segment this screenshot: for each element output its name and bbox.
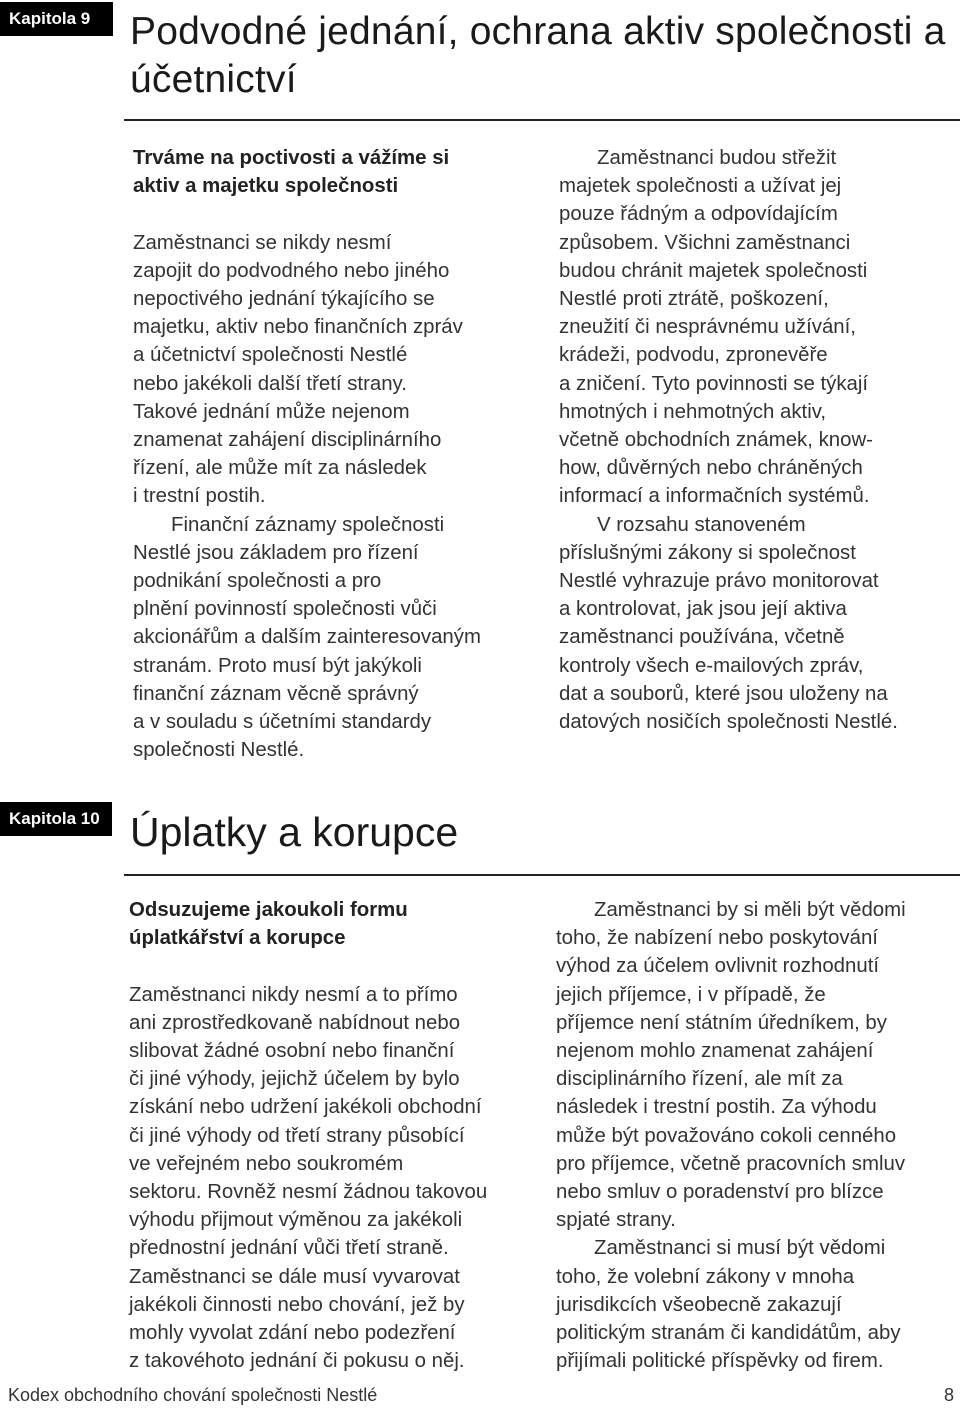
text-line: Nestlé vyhrazuje právo monitorovat xyxy=(559,570,879,593)
text-line: Zaměstnanci by si měli být vědomi xyxy=(594,899,906,921)
text-line: mohly vyvolat zdání nebo podezření xyxy=(129,1322,456,1345)
text-line: z takovéhoto jednání či pokusu o něj. xyxy=(129,1350,465,1373)
text-line: Zaměstnanci si musí být vědomi xyxy=(594,1237,886,1260)
text-line: majetek společnosti a užívat jej xyxy=(559,175,842,198)
text-line: Zaměstnanci se nikdy nesmí xyxy=(133,231,392,254)
text-line: získání nebo udržení jakékoli obchodní xyxy=(129,1096,482,1119)
text-line: následek i trestní postih. Za výhodu xyxy=(556,1096,877,1119)
text-line: výhod za účelem ovlivnit rozhodnutí xyxy=(556,955,880,978)
text-line: dat a souborů, které jsou uloženy na xyxy=(559,682,888,705)
subheading-line: Trváme na poctivosti a vážíme si xyxy=(133,147,450,169)
text-line: informací a informačních systémů. xyxy=(559,485,870,508)
chapter9-right-column xyxy=(559,144,959,736)
text-line: Nestlé jsou základem pro řízení xyxy=(133,541,419,564)
text-line: a účetnictví společnosti Nestlé xyxy=(133,344,408,367)
chapter-title-10: Úplatky a korupce xyxy=(130,809,459,855)
section-divider xyxy=(124,119,960,121)
text-line: pouze řádným a odpovídajícím xyxy=(559,203,838,226)
chapter9-left-column xyxy=(133,144,543,764)
text-line: Finanční záznamy společnosti xyxy=(171,513,445,536)
text-line: toho, že volební zákony v mnoha xyxy=(556,1265,855,1288)
text-line: majetku, aktiv nebo finančních zpráv xyxy=(133,316,463,339)
text-line: či jiné výhody od třetí strany působící xyxy=(129,1124,465,1147)
text-line: či jiné výhody, jejichž účelem by bylo xyxy=(129,1068,460,1091)
text-line: how, důvěrných nebo chráněných xyxy=(559,457,863,480)
subheading-line: aktiv a majetku společnosti xyxy=(133,175,399,198)
paragraph xyxy=(556,1234,960,1375)
text-line: nebo jakékoli další třetí strany. xyxy=(133,372,407,395)
paragraph xyxy=(129,981,539,1376)
paragraph xyxy=(559,144,959,511)
text-line: Zaměstnanci nikdy nesmí a to přímo xyxy=(129,983,458,1006)
text-line: krádeži, podvodu, zpronevěře xyxy=(559,344,828,367)
text-line: příjemce není státním úředníkem, by xyxy=(556,1011,887,1034)
paragraph xyxy=(559,511,959,737)
text-line: a v souladu s účetními standardy xyxy=(133,711,432,734)
section-subheading xyxy=(133,144,543,200)
subheading-line: Odsuzujeme jakoukoli formu xyxy=(129,899,408,921)
text-line: ani zprostředkovaně nabídnout nebo xyxy=(129,1011,461,1034)
text-line: Zaměstnanci se dále musí vyvarovat xyxy=(129,1265,460,1288)
text-line: nepoctivého jednání týkajícího se xyxy=(133,288,435,310)
text-line: a kontrolovat, jak jsou její aktiva xyxy=(559,598,847,621)
text-line: včetně obchodních známek, know- xyxy=(559,429,873,452)
text-line: Zaměstnanci budou střežit xyxy=(597,147,837,169)
text-line: jejich příjemce, i v případě, že xyxy=(556,983,826,1006)
text-line: může být považováno cokoli cenného xyxy=(556,1124,897,1147)
text-line: kontroly všech e-mailových zpráv, xyxy=(559,654,864,677)
chapter10-left-column xyxy=(129,896,539,1375)
text-line: Takové jednání může nejenom xyxy=(133,400,410,423)
text-line: slibovat žádné osobní nebo finanční xyxy=(129,1040,455,1062)
text-line: datových nosičích společnosti Nestlé. xyxy=(559,711,898,734)
text-line: i trestní postih. xyxy=(133,485,266,508)
text-line: podnikání společnosti a pro xyxy=(133,570,382,593)
paragraph xyxy=(133,511,543,765)
text-line: přednostní jednání vůči třetí straně. xyxy=(129,1237,449,1260)
text-line: přijímali politické příspěvky od firem. xyxy=(556,1350,884,1373)
paragraph xyxy=(556,896,960,1234)
text-line: příslušnými zákony si společnost xyxy=(559,541,856,564)
text-line: disciplinárního řízení, ale mít za xyxy=(556,1068,843,1091)
subheading-line: úplatkářství a korupce xyxy=(129,927,346,950)
text-line: společnosti Nestlé. xyxy=(133,739,305,762)
text-line: znamenat zahájení disciplinárního xyxy=(133,429,442,452)
text-line: jakékoli činnosti nebo chování, jež by xyxy=(129,1293,465,1316)
text-line: spjaté strany. xyxy=(556,1209,676,1232)
text-line: hmotných i nehmotných aktiv, xyxy=(559,400,827,423)
section-divider xyxy=(124,874,960,876)
text-line: řízení, ale může mít za následek xyxy=(133,457,427,480)
text-line: ve veřejném nebo soukromém xyxy=(129,1152,404,1175)
text-line: V rozsahu stanoveném xyxy=(597,513,806,536)
text-line: výhodu přijmout výměnou za jakékoli xyxy=(129,1209,463,1232)
text-line: toho, že nabízení nebo poskytování xyxy=(556,927,878,950)
text-line: jurisdikcích všeobecně zakazují xyxy=(556,1293,842,1316)
text-line: politickým stranám či kandidátům, aby xyxy=(556,1322,901,1345)
paragraph xyxy=(133,229,543,511)
page-number: 8 xyxy=(943,1385,954,1405)
section-subheading xyxy=(129,896,539,952)
footer-document-title: Kodex obchodního chování společnosti Nestlé xyxy=(8,1385,378,1405)
text-line: a zničení. Tyto povinnosti se týkají xyxy=(559,372,869,395)
text-line: sektoru. Rovněž nesmí žádnou takovou xyxy=(129,1181,488,1204)
chapter10-right-column xyxy=(556,896,960,1375)
text-line: plnění povinností společnosti vůči xyxy=(133,598,437,621)
chapter-title-9: Podvodné jednání, ochrana aktiv společnosti a účetnictví xyxy=(130,10,946,101)
text-line: způsobem. Všichni zaměstnanci xyxy=(559,231,851,254)
text-line: nebo smluv o poradenství pro blízce xyxy=(556,1181,884,1204)
text-line: Nestlé proti ztrátě, poškození, xyxy=(559,288,829,311)
chapter-badge-9: Kapitola 9 xyxy=(0,2,113,36)
text-line: nejenom mohlo znamenat zahájení xyxy=(556,1040,874,1063)
text-line: budou chránit majetek společnosti xyxy=(559,259,868,282)
text-line: zapojit do podvodného nebo jiného xyxy=(133,259,450,282)
text-line: akcionářům a dalším zainteresovaným xyxy=(133,626,481,649)
text-line: zaměstnanci používána, včetně xyxy=(559,626,845,649)
text-line: finanční záznam věcně správný xyxy=(133,682,419,705)
chapter-badge-10: Kapitola 10 xyxy=(0,802,112,836)
text-line: zneužití či nesprávnému užívání, xyxy=(559,316,856,339)
text-line: pro příjemce, včetně pracovních smluv xyxy=(556,1152,906,1175)
text-line: stranám. Proto musí být jakýkoli xyxy=(133,654,422,677)
